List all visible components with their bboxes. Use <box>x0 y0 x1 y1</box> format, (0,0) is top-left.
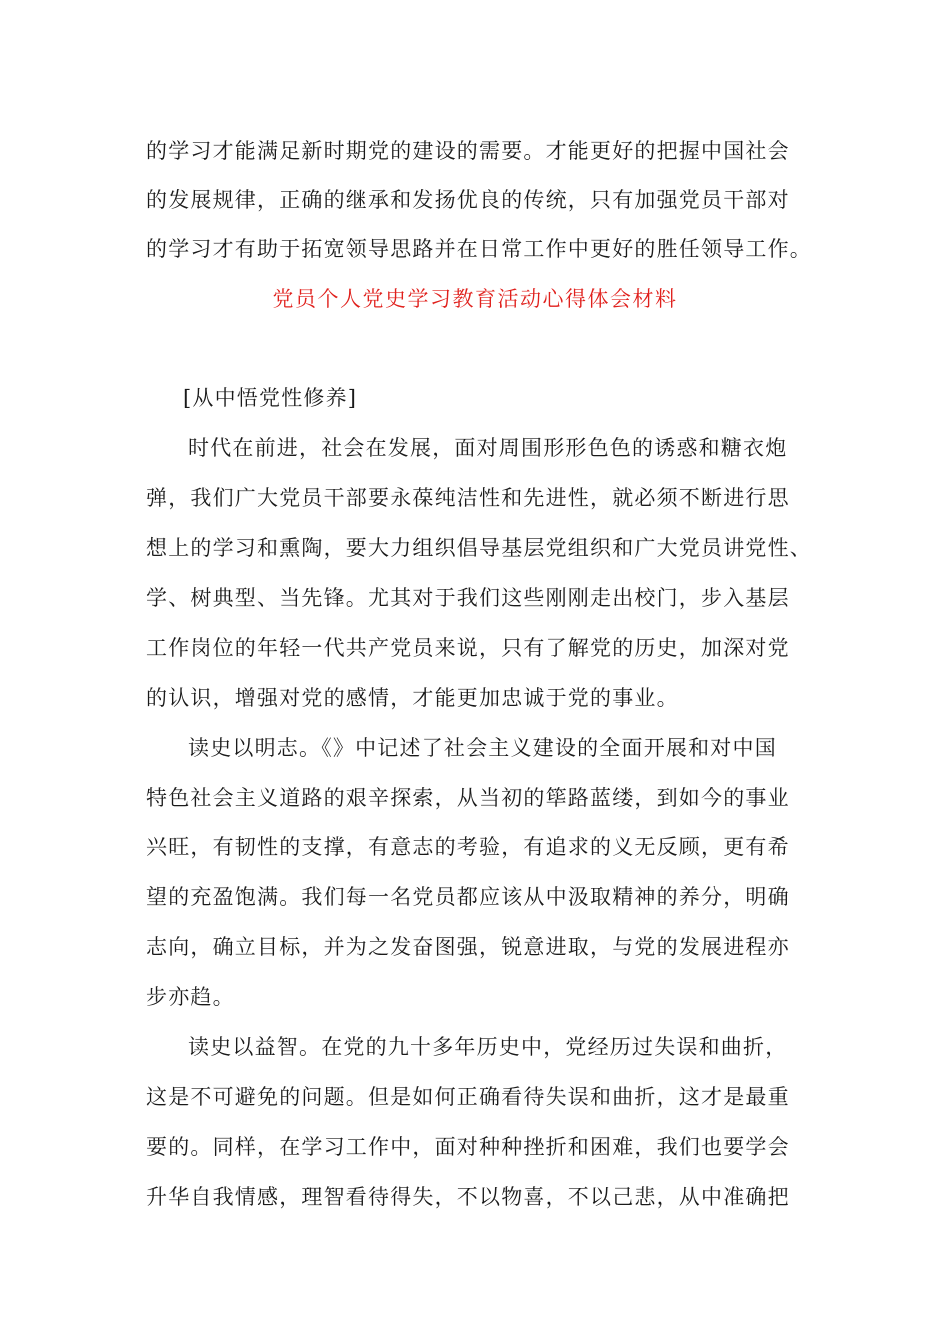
document-title: 党员个人党史学习教育活动心得体会材料 <box>272 287 678 311</box>
paragraph1-line-5: 工作岗位的年轻一代共产党员来说，只有了解党的历史，加深对党 <box>146 636 790 660</box>
paragraph2-line-2: 特色社会主义道路的艰辛探索，从当初的筚路蓝缕，到如今的事业 <box>146 786 790 810</box>
paragraph2-line-3: 兴旺，有韧性的支撑，有意志的考验，有追求的义无反顾，更有希 <box>146 835 790 859</box>
paragraph1-line-1: 时代在前进，社会在发展，面对周围形形色色的诱惑和糖衣炮 <box>188 436 788 460</box>
paragraph3-line-4: 升华自我情感，理智看待得失，不以物喜，不以己悲，从中准确把 <box>146 1185 790 1209</box>
paragraph3-line-1: 读史以益智。在党的九十多年历史中，党经历过失误和曲折， <box>188 1035 788 1059</box>
intro-line-1: 的学习才能满足新时期党的建设的需要。才能更好的把握中国社会 <box>146 139 790 163</box>
paragraph3-line-2: 这是不可避免的问题。但是如何正确看待失误和曲折，这才是最重 <box>146 1085 790 1109</box>
paragraph1-line-6: 的认识，增强对党的感情，才能更加忠诚于党的事业。 <box>146 686 679 710</box>
paragraph2-line-6: 步亦趋。 <box>146 985 235 1009</box>
intro-line-3: 的学习才有助于拓宽领导思路并在日常工作中更好的胜任领导工作。 <box>146 237 812 261</box>
intro-line-2: 的发展规律，正确的继承和发扬优良的传统，只有加强党员干部对 <box>146 188 790 212</box>
paragraph3-line-3: 要的。同样，在学习工作中，面对种种挫折和困难，我们也要学会 <box>146 1135 790 1159</box>
paragraph1-line-4: 学、树典型、当先锋。尤其对于我们这些刚刚走出校门，步入基层 <box>146 586 790 610</box>
paragraph1-line-3: 想上的学习和熏陶，要大力组织倡导基层党组织和广大党员讲党性、 <box>146 536 812 560</box>
section-heading: [从中悟党性修养] <box>183 386 358 410</box>
paragraph2-line-4: 望的充盈饱满。我们每一名党员都应该从中汲取精神的养分，明确 <box>146 885 790 909</box>
paragraph1-line-2: 弹，我们广大党员干部要永葆纯洁性和先进性，就必须不断进行思 <box>146 486 790 510</box>
paragraph2-line-1: 读史以明志。《》中记述了社会主义建设的全面开展和对中国 <box>188 736 777 760</box>
paragraph2-line-5: 志向，确立目标，并为之发奋图强，锐意进取，与党的发展进程亦 <box>146 935 790 959</box>
